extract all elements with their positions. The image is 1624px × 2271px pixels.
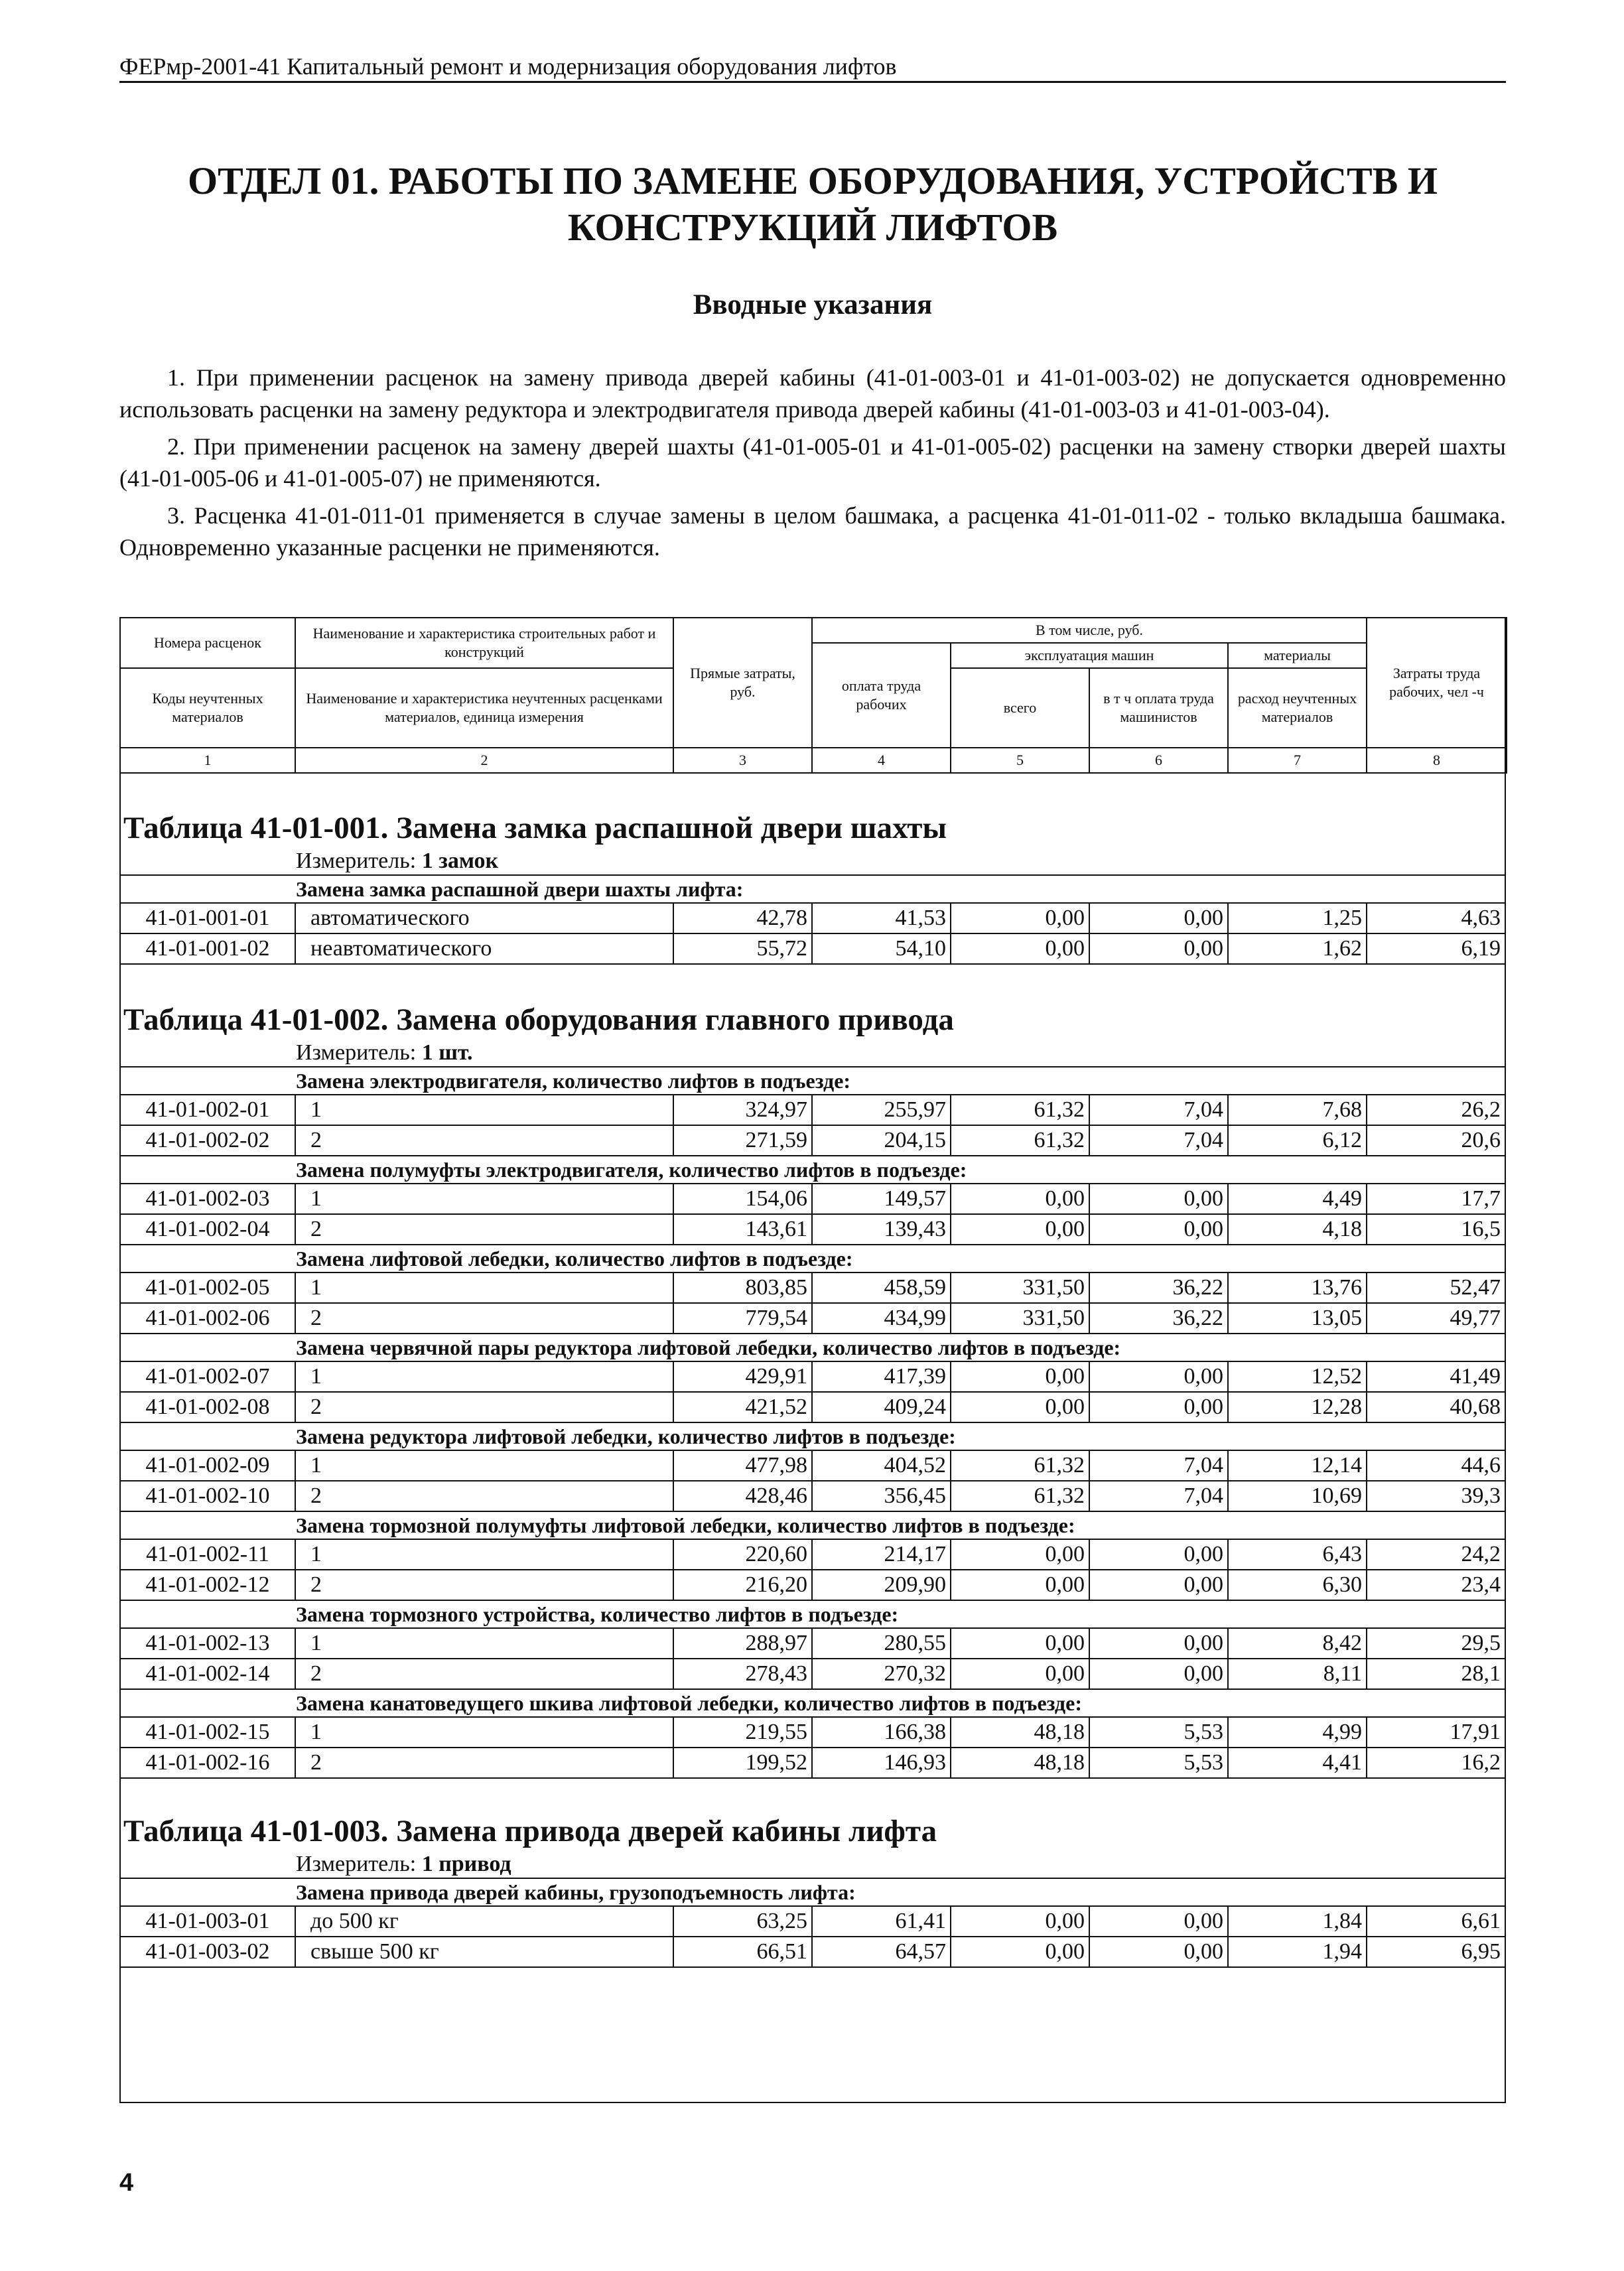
intro-paragraph-3: 3. Расценка 41-01-011-01 применяется в случае замены в целом башмака, а расценка 41-01-011-02 - только вкладыша башмака. Одновременно указанные расценки не применяются. [119,502,1506,561]
table-cell: 288,97 [674,1629,813,1658]
group-title: Замена тормозного устройства, количество лифтов в подъезде: [121,1601,1505,1629]
table-cell: 26,2 [1461,1097,1501,1122]
table-cell: 779,54 [674,1304,813,1333]
table-row [121,1126,1505,1156]
table-cell: 17,7 [1461,1186,1501,1211]
rates-table [119,617,1506,2103]
table-cell: 61,32 [951,1481,1090,1511]
table-row [121,1570,1505,1601]
table-cell: 54,10 [813,934,951,963]
table-cell: 216,20 [674,1570,813,1600]
table-cell: 7,68 [1229,1095,1367,1125]
table-row [121,1215,1505,1245]
table-cell: 0,00 [1090,1570,1229,1600]
measure-label: Измеритель: [296,849,417,873]
table-cell: 149,57 [813,1184,951,1213]
table-cell: 16,5 [1461,1217,1501,1241]
table-cell: 0,00 [1090,1659,1229,1688]
table-cell: 39,3 [1461,1483,1501,1508]
table-cell: 66,51 [674,1937,813,1966]
table-cell: 166,38 [813,1718,951,1747]
table-cell: 41-01-002-11 [121,1540,296,1569]
table-cell: 64,57 [813,1937,951,1966]
table-cell: 41-01-002-16 [121,1748,296,1777]
table-cell: 0,00 [951,1540,1090,1569]
table-cell: 5,53 [1090,1748,1229,1777]
group-title: Замена тормозной полумуфты лифтовой лебедки, количество лифтов в подъезде: [121,1512,1505,1540]
table-cell: 1 [296,1273,674,1302]
table-cell: 4,99 [1229,1718,1367,1747]
table-cell: 0,00 [1090,1629,1229,1658]
table-cell: 4,18 [1229,1215,1367,1244]
intro-paragraph-2: 2. При применении расценок на замену дверей шахты (41-01-005-01 и 41-01-005-02) расценки на замену створки дверей шахты (41-01-005-06 и 41-01-005-07) не применяются. [119,433,1506,492]
table-cell: 139,43 [813,1215,951,1244]
table-cell: 428,46 [674,1481,813,1511]
table-cell: до 500 кг [296,1907,674,1936]
table-cell: 0,00 [951,1907,1090,1936]
table-cell: 10,69 [1229,1481,1367,1511]
table-cell: 41-01-002-13 [121,1629,296,1658]
table-cell: 6,30 [1229,1570,1367,1600]
table-row [121,1362,1505,1393]
table-cell: 0,00 [951,1937,1090,1966]
table-row [121,1718,1505,1748]
table-cell: неавтоматического [296,934,674,963]
table-row [121,1481,1505,1512]
table-row [121,1273,1505,1304]
measure-label: Измеритель: [296,1040,417,1065]
table-row [121,904,1505,934]
table-row [121,1184,1505,1215]
header-machines: эксплуатация машин [951,643,1228,668]
table-cell: 12,14 [1229,1451,1367,1480]
table-cell: 8,42 [1229,1629,1367,1658]
table-cell: 0,00 [951,1362,1090,1391]
group-title: Замена полумуфты электродвигателя, количество лифтов в подъезде: [121,1156,1505,1184]
header-num-2: 2 [295,748,673,773]
table-cell: 280,55 [813,1629,951,1658]
measure-row [121,1040,1505,1067]
table-cell: 0,00 [1090,1393,1229,1422]
table-cell: 41-01-002-09 [121,1451,296,1480]
table-cell: 6,95 [1461,1939,1501,1964]
table-cell: 0,00 [1090,904,1229,933]
table-cell: 2 [296,1659,674,1688]
table-cell: 4,63 [1461,906,1501,930]
table-cell: 41-01-002-14 [121,1659,296,1688]
table-cell: 1 [296,1629,674,1658]
table-cell: 48,18 [951,1748,1090,1777]
table-cell: 2 [296,1481,674,1511]
table-row [121,1937,1505,1968]
table-cell: 331,50 [951,1273,1090,1302]
group-title: Замена червячной пары редуктора лифтовой лебедки, количество лифтов в подъезде: [121,1334,1505,1362]
table-cell: 20,6 [1461,1128,1501,1152]
table-cell: 1 [296,1540,674,1569]
table-cell: 0,00 [1090,1184,1229,1213]
intro-paragraph-1: 1. При применении расценок на замену привода дверей кабины (41-01-003-01 и 41-01-003-02) не допускается одновременно использовать расценки на замену редуктора и электродвигателя привода дверей кабины (41-01-003-03 и 41-01-003-04). [119,364,1506,423]
table-row [121,1907,1505,1937]
table-cell: 0,00 [1090,1215,1229,1244]
intro-title: Вводные указания [693,289,933,320]
table-cell: 324,97 [674,1095,813,1125]
table-cell: 17,91 [1450,1720,1501,1744]
table-cell: 0,00 [1090,1937,1229,1966]
table-cell: 36,22 [1090,1273,1229,1302]
table-cell: 1 [296,1362,674,1391]
header-num-5: 5 [951,748,1089,773]
table-cell: 41-01-002-05 [121,1273,296,1302]
header-num-8: 8 [1367,748,1507,773]
table-cell: 13,76 [1229,1273,1367,1302]
header-col2-bottom: Наименование и характеристика неучтенных расценками материалов, единица измерения [295,668,673,748]
table-cell: 0,00 [951,1629,1090,1658]
table-cell: 49,77 [1450,1306,1501,1330]
table-row [121,1659,1505,1690]
header-num-3: 3 [673,748,812,773]
table-cell: 41-01-003-01 [121,1907,296,1936]
table-row [121,1748,1505,1779]
table-cell: 0,00 [1090,1362,1229,1391]
table-cell: 48,18 [951,1718,1090,1747]
table-cell: 204,15 [813,1126,951,1155]
table-cell: 1 [296,1095,674,1125]
table-cell: 23,4 [1461,1572,1501,1597]
table-cell: 0,00 [1090,934,1229,963]
intro-text [119,362,1506,569]
table-row [121,1540,1505,1570]
measure-value: 1 замок [421,849,499,873]
table-cell: 41-01-002-06 [121,1304,296,1333]
table-row [121,1451,1505,1481]
header-col6: в т ч оплата труда машинистов [1089,668,1228,748]
page-number: 4 [119,2169,134,2197]
table-cell: 2 [296,1126,674,1155]
measure-value: 1 привод [421,1852,511,1876]
table-cell: 0,00 [1090,1907,1229,1936]
table-cell: 143,61 [674,1215,813,1244]
header-incl: В том числе, руб. [812,618,1367,643]
table-cell: 417,39 [813,1362,951,1391]
header-col2-top: Наименование и характеристика строительных работ и конструкций [295,618,673,668]
table-cell: 8,11 [1229,1659,1367,1688]
table-row [121,1304,1505,1334]
table-cell: 2 [296,1304,674,1333]
table-cell: 6,19 [1461,936,1501,961]
table-cell: 24,2 [1461,1542,1501,1566]
header-materials: материалы [1228,643,1367,668]
table-cell: 41,53 [813,904,951,933]
table-section [121,1811,1505,1968]
table-cell: 36,22 [1090,1304,1229,1333]
table-header [119,617,1507,774]
table-cell: 28,1 [1461,1661,1501,1686]
table-cell: 219,55 [674,1718,813,1747]
table-cell: 41-01-002-07 [121,1362,296,1391]
measure-value: 1 шт. [421,1040,473,1065]
table-cell: 0,00 [951,934,1090,963]
header-num-7: 7 [1228,748,1367,773]
table-section [121,808,1505,965]
header-col3: Прямые затраты, руб. [673,618,812,748]
table-cell: 270,32 [813,1659,951,1688]
measure-label: Измеритель: [296,1852,417,1876]
table-cell: 7,04 [1090,1451,1229,1480]
table-cell: 7,04 [1090,1481,1229,1511]
table-cell: 41-01-002-04 [121,1215,296,1244]
section-heading-line-1: ОТДЕЛ 01. РАБОТЫ ПО ЗАМЕНЕ ОБОРУДОВАНИЯ, УСТРОЙСТВ И [188,159,1438,202]
table-cell: 199,52 [674,1748,813,1777]
table-cell: 41-01-002-12 [121,1570,296,1600]
table-cell: 421,52 [674,1393,813,1422]
table-cell: 220,60 [674,1540,813,1569]
table-cell: 2 [296,1570,674,1600]
table-cell: 61,32 [951,1126,1090,1155]
table-cell: 55,72 [674,934,813,963]
table-cell: 434,99 [813,1304,951,1333]
table-cell: 6,61 [1461,1909,1501,1933]
table-cell: 7,04 [1090,1126,1229,1155]
table-title: Таблица 41-01-001. Замена замка распашной двери шахты [123,811,947,845]
running-header: ФЕРмр-2001-41 Капитальный ремонт и модернизация оборудования лифтов [119,52,1506,83]
table-cell: 61,41 [813,1907,951,1936]
table-cell: 16,2 [1461,1750,1501,1775]
table-cell: 477,98 [674,1451,813,1480]
table-cell: 44,6 [1461,1453,1501,1478]
table-cell: 1 [296,1718,674,1747]
table-cell: 2 [296,1748,674,1777]
header-col8: Затраты труда рабочих, чел -ч [1367,618,1507,748]
table-cell: 0,00 [951,1393,1090,1422]
table-cell: 0,00 [951,904,1090,933]
table-cell: 5,53 [1090,1718,1229,1747]
table-cell: 40,68 [1450,1395,1501,1419]
group-title: Замена канатоведущего шкива лифтовой лебедки, количество лифтов в подъезде: [121,1690,1505,1718]
header-col5: всего [951,668,1089,748]
table-row [121,934,1505,965]
table-cell: 278,43 [674,1659,813,1688]
table-cell: свыше 500 кг [296,1937,674,1966]
table-cell: 331,50 [951,1304,1090,1333]
measure-row [121,1851,1505,1879]
table-cell: 63,25 [674,1907,813,1936]
table-row [121,1629,1505,1659]
table-cell: 2 [296,1393,674,1422]
table-section [121,1000,1505,1779]
table-cell: 41,49 [1450,1364,1501,1389]
header-num-4: 4 [812,748,951,773]
table-title: Таблица 41-01-002. Замена оборудования главного привода [123,1002,954,1037]
table-cell: 1,94 [1229,1937,1367,1966]
table-cell: 12,28 [1229,1393,1367,1422]
table-cell: 0,00 [951,1184,1090,1213]
table-cell: 255,97 [813,1095,951,1125]
table-cell: 6,12 [1229,1126,1367,1155]
table-title: Таблица 41-01-003. Замена привода дверей кабины лифта [123,1814,937,1848]
table-cell: 154,06 [674,1184,813,1213]
section-heading [119,158,1506,251]
table-cell: 803,85 [674,1273,813,1302]
table-cell: 41-01-002-03 [121,1184,296,1213]
table-cell: 61,32 [951,1095,1090,1125]
table-cell: 6,43 [1229,1540,1367,1569]
table-cell: 1 [296,1451,674,1480]
table-cell: 42,78 [674,904,813,933]
table-cell: 41-01-003-02 [121,1937,296,1966]
header-num-1: 1 [120,748,295,773]
header-col1-bottom: Коды неучтенных материалов [120,668,295,748]
table-cell: 41-01-001-01 [121,904,296,933]
table-cell: 52,47 [1450,1275,1501,1300]
header-num-6: 6 [1089,748,1228,773]
table-cell: автоматического [296,904,674,933]
table-cell: 4,49 [1229,1184,1367,1213]
table-row [121,1095,1505,1126]
table-cell: 209,90 [813,1570,951,1600]
table-cell: 13,05 [1229,1304,1367,1333]
table-cell: 1,84 [1229,1907,1367,1936]
group-title: Замена привода дверей кабины, грузоподъемность лифта: [121,1879,1505,1907]
table-cell: 0,00 [951,1570,1090,1600]
table-cell: 409,24 [813,1393,951,1422]
table-cell: 41-01-002-08 [121,1393,296,1422]
header-col4: оплата труда рабочих [812,643,951,748]
table-cell: 0,00 [1090,1540,1229,1569]
group-title: Замена редуктора лифтовой лебедки, количество лифтов в подъезде: [121,1423,1505,1451]
table-cell: 2 [296,1215,674,1244]
table-cell: 429,91 [674,1362,813,1391]
table-cell: 41-01-002-15 [121,1718,296,1747]
table-cell: 1,62 [1229,934,1367,963]
group-title: Замена замка распашной двери шахты лифта: [121,876,1505,904]
table-cell: 0,00 [951,1215,1090,1244]
header-col1-top: Номера расценок [120,618,295,668]
table-cell: 41-01-002-02 [121,1126,296,1155]
table-cell: 0,00 [951,1659,1090,1688]
table-cell: 12,52 [1229,1362,1367,1391]
table-cell: 41-01-001-02 [121,934,296,963]
table-cell: 1 [296,1184,674,1213]
table-cell: 146,93 [813,1748,951,1777]
table-cell: 404,52 [813,1451,951,1480]
group-title: Замена электродвигателя, количество лифтов в подъезде: [121,1067,1505,1095]
table-cell: 41-01-002-10 [121,1481,296,1511]
table-cell: 41-01-002-01 [121,1095,296,1125]
table-cell: 271,59 [674,1126,813,1155]
table-cell: 356,45 [813,1481,951,1511]
table-cell: 61,32 [951,1451,1090,1480]
table-cell: 214,17 [813,1540,951,1569]
table-cell: 29,5 [1461,1631,1501,1655]
section-heading-line-2: КОНСТРУКЦИЙ ЛИФТОВ [567,206,1058,249]
table-cell: 1,25 [1229,904,1367,933]
table-cell: 4,41 [1229,1748,1367,1777]
group-title: Замена лифтовой лебедки, количество лифтов в подъезде: [121,1245,1505,1273]
header-col7: расход неучтенных материалов [1228,668,1367,748]
table-cell: 458,59 [813,1273,951,1302]
table-cell: 7,04 [1090,1095,1229,1125]
table-row [121,1393,1505,1423]
measure-row [121,848,1505,876]
